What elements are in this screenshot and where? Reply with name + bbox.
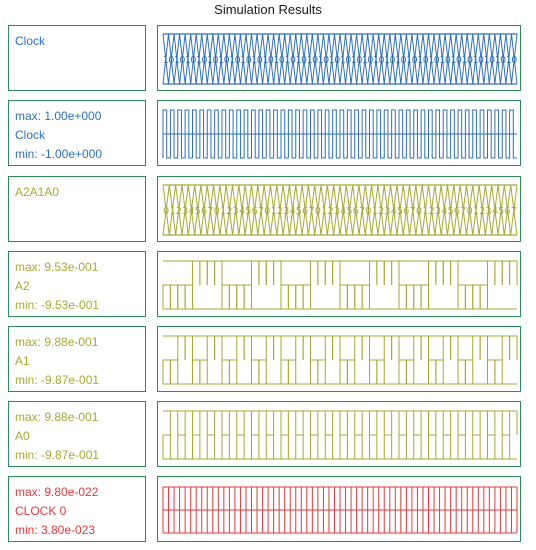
digit-label: 5 (498, 206, 505, 217)
digit-label: 0 (455, 55, 462, 66)
digit-label: 1 (406, 55, 413, 66)
digit-label: 2 (175, 206, 182, 217)
digit-label: 1 (270, 206, 277, 217)
signal-name: A1 (15, 354, 30, 368)
digit-label: 3 (232, 206, 239, 217)
waveform-a1[interactable] (157, 326, 521, 392)
digit-label: 0 (323, 55, 330, 66)
digit-label: 6 (453, 206, 460, 217)
digit-label: 0 (223, 55, 230, 66)
digit-label: 1 (184, 55, 191, 66)
digit-label: 1 (173, 55, 180, 66)
digit-label: 1 (328, 55, 335, 66)
digit-label: 5 (397, 206, 404, 217)
digit-label: 0 (179, 55, 186, 66)
digit-label: 1 (384, 55, 391, 66)
digit-label: 3 (384, 206, 391, 217)
digit-label: 3 (434, 206, 441, 217)
waveform-a0[interactable] (157, 401, 521, 467)
digit-label: 0 (389, 55, 396, 66)
digit-label: 0 (367, 55, 374, 66)
digit-label: 1 (284, 55, 291, 66)
digit-label: 4 (188, 206, 195, 217)
signal-name: CLOCK 0 (15, 504, 67, 518)
digit-label: 0 (201, 55, 208, 66)
digit-label: 5 (447, 206, 454, 217)
digit-label: 3 (485, 206, 492, 217)
digit-label: 5 (194, 206, 201, 217)
digit-label: 0 (289, 55, 296, 66)
signal-min: min: -1.00e+000 (15, 147, 103, 161)
digit-label: 0 (345, 55, 352, 66)
digit-label: 1 (207, 55, 214, 66)
signal-min: min: 3.80e-023 (15, 523, 96, 537)
digit-label: 0 (245, 55, 252, 66)
signal-max: max: 9.88e-001 (15, 410, 99, 424)
page-title: Simulation Results (214, 2, 322, 17)
digit-label: 0 (168, 55, 175, 66)
digit-label: 0 (478, 55, 485, 66)
digit-label: 1 (371, 206, 378, 217)
digit-label: 0 (489, 55, 496, 66)
digit-label: 6 (403, 206, 410, 217)
digit-label: 7 (308, 206, 315, 217)
digit-label: 6 (251, 206, 258, 217)
digit-label: 1 (461, 55, 468, 66)
digit-label: 5 (245, 206, 252, 217)
digit-label: 0 (264, 206, 271, 217)
waveform-trace (163, 336, 517, 384)
digit-label: 0 (466, 55, 473, 66)
digit-label: 0 (301, 55, 308, 66)
digit-label: 2 (276, 206, 283, 217)
digit-label: 0 (500, 55, 507, 66)
signal-label-clock[interactable] (8, 25, 146, 91)
digit-label: 7 (460, 206, 467, 217)
digit-label: 2 (226, 206, 233, 217)
digit-label: 0 (190, 55, 197, 66)
digit-label: 1 (169, 206, 176, 217)
digit-label: 1 (472, 55, 479, 66)
digit-label: 6 (302, 206, 309, 217)
digit-label: 4 (239, 206, 246, 217)
digit-label: 1 (321, 206, 328, 217)
signal-min: min: -9.87e-001 (15, 448, 100, 462)
digit-label: 4 (340, 206, 347, 217)
digit-label: 6 (352, 206, 359, 217)
digit-label: 0 (234, 55, 241, 66)
signal-name: A2 (15, 279, 30, 293)
waveform-trace (163, 110, 517, 158)
digit-label: 0 (312, 55, 319, 66)
signal-max: max: 9.88e-001 (15, 335, 99, 349)
signal-name: Clock (15, 128, 46, 142)
waveform-trace (163, 261, 517, 309)
digit-label: 1 (395, 55, 402, 66)
signal-label-clock0[interactable] (8, 476, 146, 542)
digit-label: 4 (491, 206, 498, 217)
digit-label: 7 (359, 206, 366, 217)
digit-label: 2 (428, 206, 435, 217)
digit-label: 4 (289, 206, 296, 217)
digit-label: 0 (256, 55, 263, 66)
digit-label: 0 (378, 55, 385, 66)
digit-label: 1 (195, 55, 202, 66)
digit-label: 1 (422, 206, 429, 217)
waveform-trace (163, 185, 517, 235)
digit-label: 1 (350, 55, 357, 66)
digit-label: 2 (327, 206, 334, 217)
digit-label: 1 (251, 55, 258, 66)
digit-label: 0 (267, 55, 274, 66)
digit-label: 4 (390, 206, 397, 217)
digit-label: 1 (483, 55, 490, 66)
signal-label-a2a1a0[interactable] (8, 176, 146, 242)
digit-label: 1 (417, 55, 424, 66)
digit-label: 0 (213, 206, 220, 217)
digit-label: 0 (444, 55, 451, 66)
waveform-a2[interactable] (157, 251, 521, 317)
digit-label: 1 (220, 206, 227, 217)
signal-label-a0[interactable] (8, 401, 146, 467)
digit-label: 1 (494, 55, 501, 66)
digit-label: 0 (433, 55, 440, 66)
signal-name: A0 (15, 429, 30, 443)
digit-label: 0 (466, 206, 473, 217)
digit-label: 1 (361, 55, 368, 66)
digit-label: 3 (283, 206, 290, 217)
signal-label-a1[interactable] (8, 326, 146, 392)
digit-label: 1 (339, 55, 346, 66)
digit-label: 0 (163, 206, 170, 217)
digit-label: 1 (295, 55, 302, 66)
signal-name: A2A1A0 (15, 185, 60, 199)
signal-max: max: 9.80e-022 (15, 485, 99, 499)
digit-label: 0 (334, 55, 341, 66)
digit-label: 1 (428, 55, 435, 66)
digit-label: 1 (262, 55, 269, 66)
digit-label: 2 (479, 206, 486, 217)
waveform-clock0[interactable] (157, 476, 521, 542)
digit-label: 7 (257, 206, 264, 217)
digit-label: 7 (510, 206, 517, 217)
digit-label: 1 (306, 55, 313, 66)
digit-label: 0 (511, 55, 518, 66)
digit-label: 2 (378, 206, 385, 217)
digit-label: 1 (218, 55, 225, 66)
waveform-trace (163, 487, 517, 533)
signal-label-clock-analog[interactable] (8, 100, 146, 166)
digit-label: 0 (365, 206, 372, 217)
digit-label: 0 (212, 55, 219, 66)
digit-label: 3 (182, 206, 189, 217)
digit-label: 1 (439, 55, 446, 66)
signal-name: Clock (15, 34, 46, 48)
digit-label: 1 (229, 55, 236, 66)
digit-label: 1 (372, 55, 379, 66)
digit-label: 6 (504, 206, 511, 217)
digit-label: 6 (201, 206, 208, 217)
signal-label-a2[interactable] (8, 251, 146, 317)
digit-label: 7 (207, 206, 214, 217)
digit-label: 3 (333, 206, 340, 217)
digit-label: 1 (317, 55, 324, 66)
waveform-clock[interactable] (157, 25, 521, 91)
waveform-a2a1a0[interactable] (157, 176, 521, 242)
digit-label: 7 (409, 206, 416, 217)
digit-label: 0 (411, 55, 418, 66)
signal-max: max: 1.00e+000 (15, 109, 102, 123)
digit-label: 1 (472, 206, 479, 217)
signal-min: min: -9.87e-001 (15, 373, 100, 387)
digit-label: 0 (278, 55, 285, 66)
digit-label: 0 (416, 206, 423, 217)
signal-max: max: 9.53e-001 (15, 260, 99, 274)
digit-label: 0 (422, 55, 429, 66)
digit-label: 5 (295, 206, 302, 217)
digit-label: 5 (346, 206, 353, 217)
digit-label: 1 (450, 55, 457, 66)
waveform-trace (163, 411, 517, 459)
digit-label: 4 (441, 206, 448, 217)
waveform-clock-analog[interactable] (157, 100, 521, 166)
digit-label: 1 (240, 55, 247, 66)
digit-label: 1 (505, 55, 512, 66)
waveform-trace (163, 34, 517, 84)
digit-label: 1 (273, 55, 280, 66)
digit-label: 1 (162, 55, 169, 66)
digit-label: 0 (400, 55, 407, 66)
digit-label: 0 (314, 206, 321, 217)
signal-min: min: -9.53e-001 (15, 298, 100, 312)
digit-label: 0 (356, 55, 363, 66)
